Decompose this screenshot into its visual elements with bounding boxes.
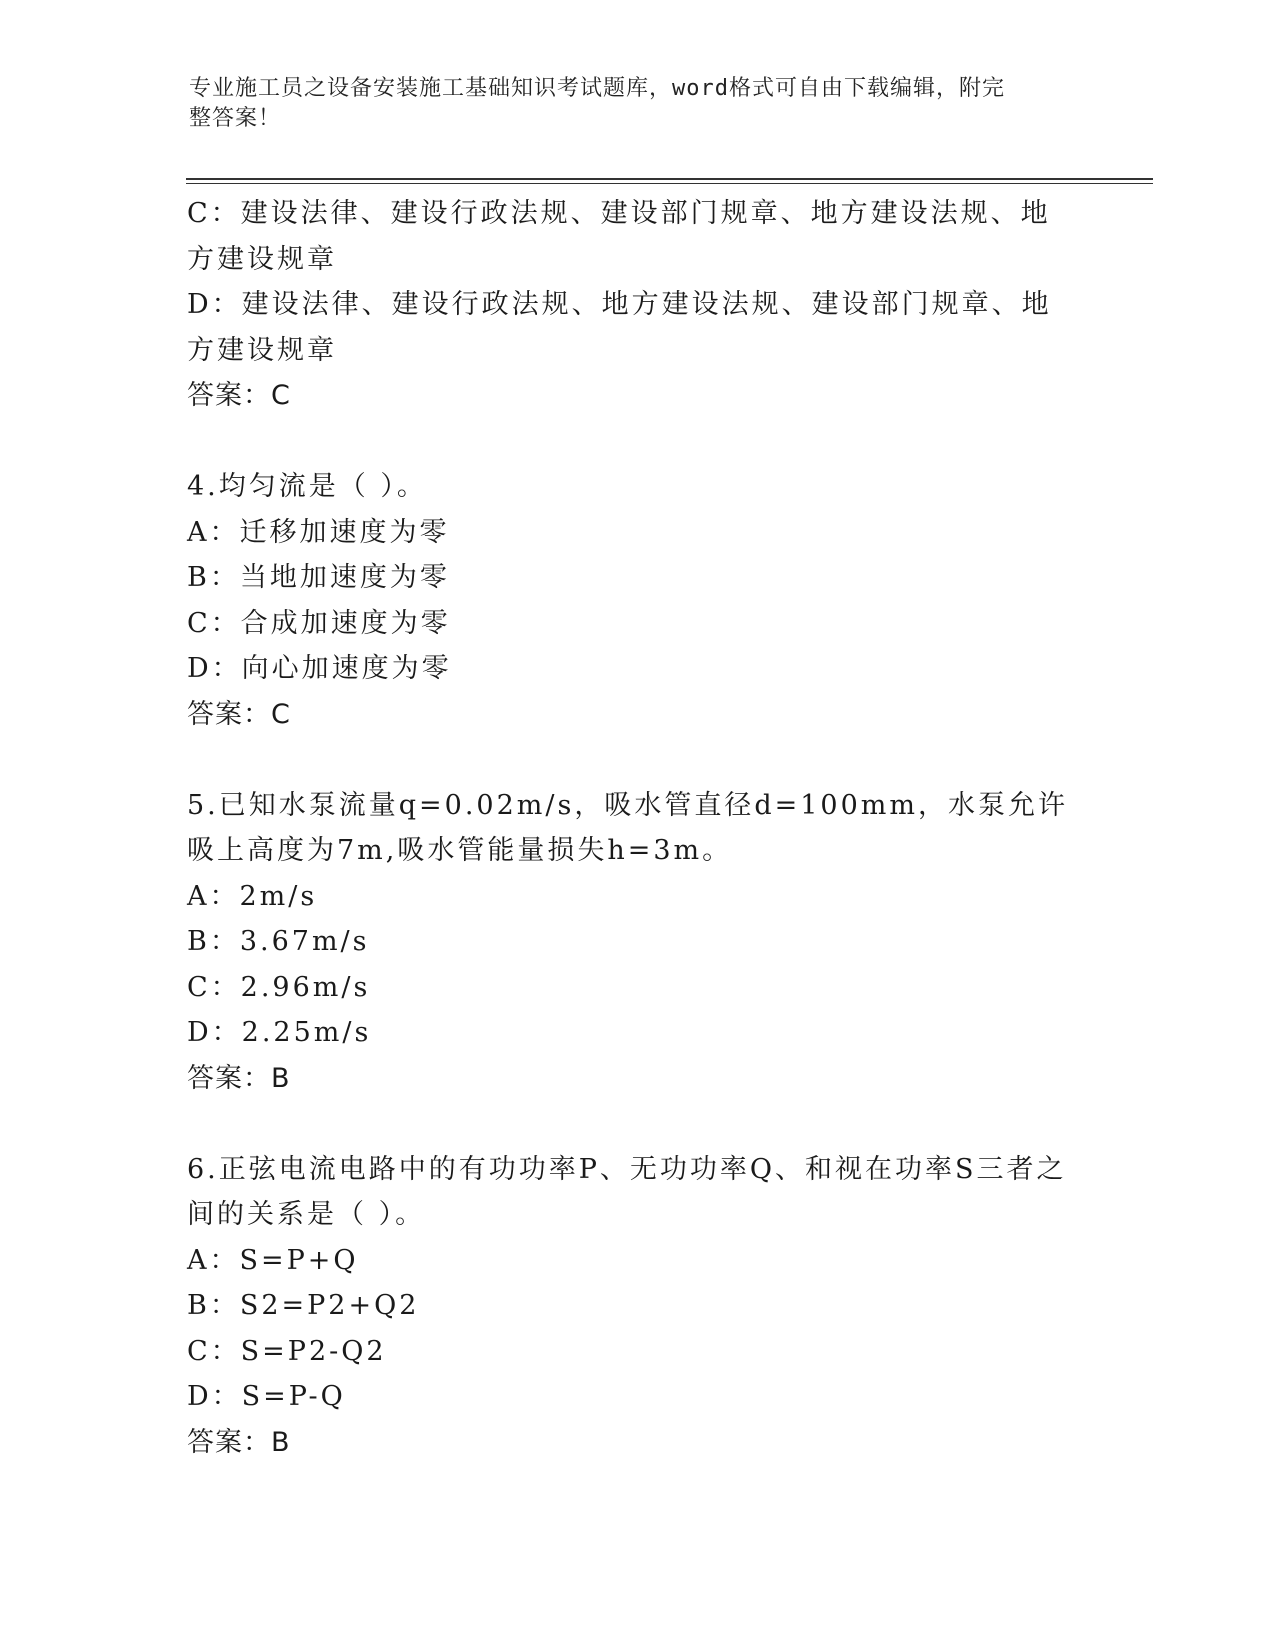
option-a: A：2m/s [187,880,318,912]
header-divider-thick [186,178,1153,180]
header-divider-thin [186,183,1153,184]
spacer [187,737,1072,783]
option-d: D：向心加速度为零 [187,653,452,684]
spacer [187,419,1072,465]
option-c: C：合成加速度为零 [187,607,451,639]
option-b: B：3.67m/s [187,926,370,957]
answer-label: 答案：C [187,698,291,730]
option-b: B：S2=P2+Q2 [187,1290,420,1321]
answer-label: 答案：C [187,380,291,411]
header-line-1: 专业施工员之设备安装施工基础知识考试题库，word格式可自由下载编辑，附完 [189,76,1005,101]
question-text: 5.已知水泵流量q=0.02m/s，吸水管直径d=100mm，水泵允许吸上高度为7m,吸水管能量损失h=3m。 [187,789,1068,866]
question-3-tail [187,191,1072,419]
header-line-2: 整答案！ [189,106,282,131]
answer-label: 答案：B [187,1062,291,1094]
question-5 [187,783,1072,1102]
question-6 [187,1147,1072,1466]
page-header [189,74,1069,134]
question-text: 6.正弦电流电路中的有功功率P、无功功率Q、和视在功率S三者之间的关系是（ ）。 [187,1153,1067,1230]
option-d: D：S=P-Q [187,1381,346,1412]
spacer [187,1101,1072,1147]
option-a: A：S=P+Q [187,1244,359,1276]
option-d: D：2.25m/s [187,1017,372,1048]
option-c: C：建设法律、建设行政法规、建设部门规章、地方建设法规、地方建设规章 [187,198,1051,275]
option-b: B：当地加速度为零 [187,562,450,593]
option-c: C：2.96m/s [187,971,371,1003]
answer-label: 答案：B [187,1426,291,1458]
document-body [187,191,1072,1465]
question-text: 4.均匀流是（ ）。 [187,471,427,502]
question-4 [187,464,1072,737]
option-a: A：迁移加速度为零 [187,516,450,548]
option-c: C：S=P2-Q2 [187,1335,387,1367]
option-d: D：建设法律、建设行政法规、地方建设法规、建设部门规章、地方建设规章 [187,289,1052,366]
